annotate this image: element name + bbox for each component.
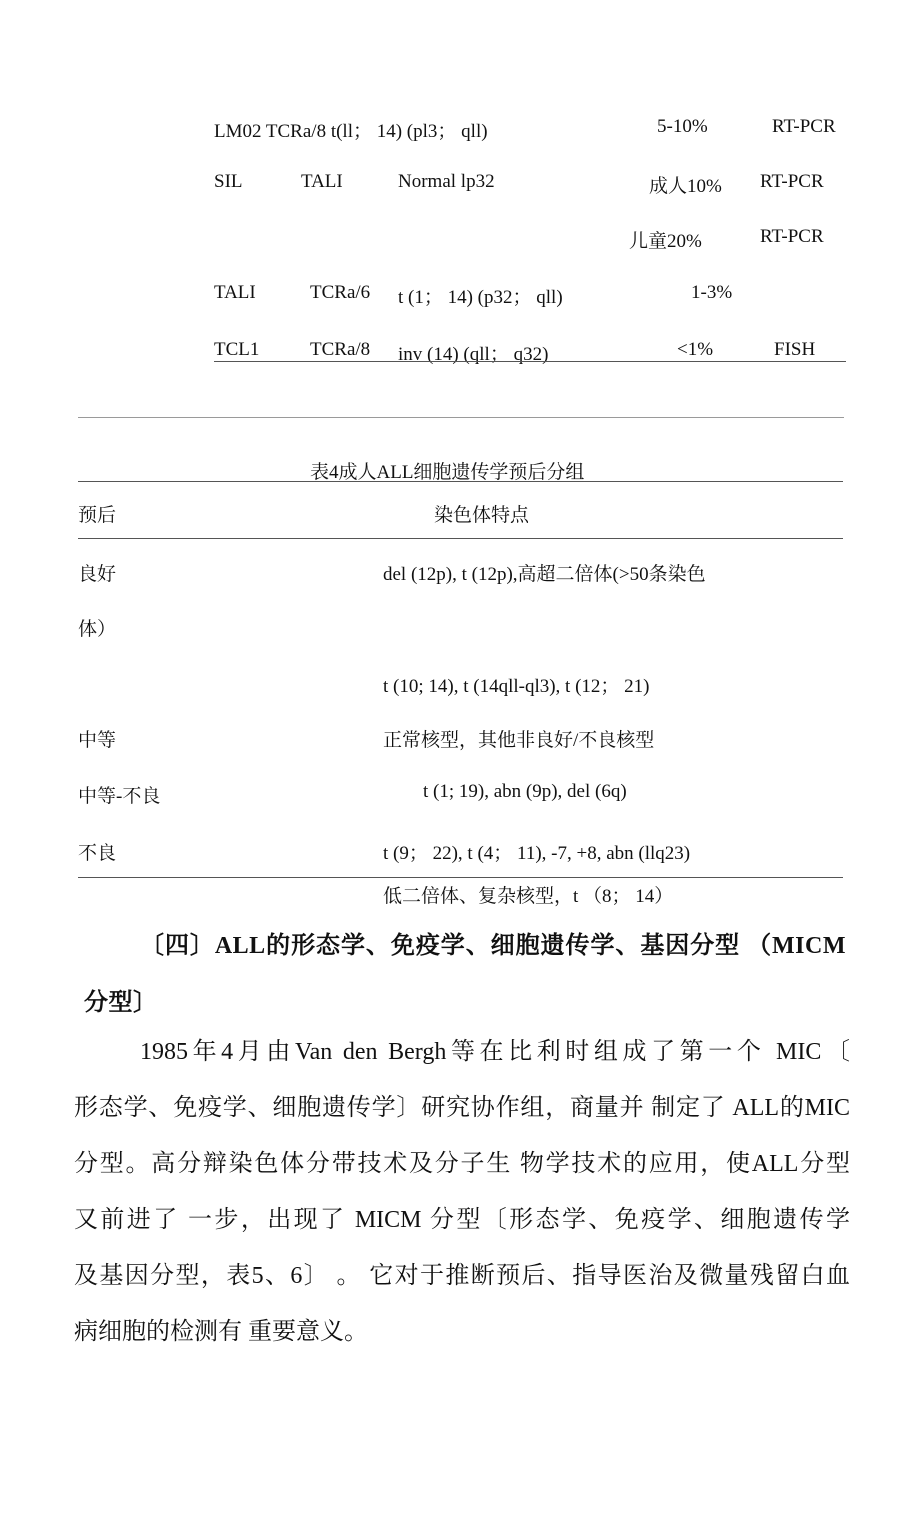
table3-frequency: 成人10%	[649, 176, 722, 197]
table3-cell: SIL	[214, 171, 243, 192]
table4-bottom-rule	[78, 877, 843, 878]
table3-frequency: 1-3%	[691, 282, 733, 303]
table4-features: t (1; 19), abn (9p), del (6q)	[423, 781, 627, 802]
table4-prognosis: 中等-不良	[78, 786, 161, 807]
table3-method: RT-PCR	[760, 171, 824, 192]
table3-cell: TALI	[214, 282, 256, 303]
table4-features: 正常核型，其他非良好/不良核型	[383, 730, 655, 751]
table4-prognosis: 不良	[78, 843, 117, 864]
section-heading-line-1: 〔四〕ALL的形态学、免疫学、细胞遗传学、基因分型 （MICM	[140, 933, 846, 959]
table3-cell: TCRa/8	[310, 339, 371, 360]
table4-prognosis: 中等	[78, 730, 117, 751]
paragraph-line: 1985年4月由Van den Bergh等在比利时组成了第一个 MIC〔	[140, 1039, 850, 1065]
table4-header-features: 染色体特点	[434, 505, 530, 526]
table3-frequency: 儿童20%	[629, 231, 702, 252]
table3-cell: LM02 TCRa/8 t(ll； 14) (pl3； qll)	[214, 121, 488, 142]
section-heading-line-2: 分型〕	[84, 990, 158, 1016]
paragraph-line: 形态学、免疫学、细胞遗传学〕研究协作组，商量并 制定了 ALL的MIC	[74, 1095, 850, 1121]
table3-bottom-rule	[214, 361, 846, 362]
table3-cell: Normal lp32	[398, 171, 495, 192]
table4-header-prognosis: 预后	[78, 505, 117, 526]
table4-prognosis: 良好	[78, 564, 117, 585]
table3-frequency: 5-10%	[657, 116, 708, 137]
table3-cell: inv (14) (qll； q32)	[398, 344, 549, 365]
paragraph-line: 及基因分型，表5、6〕 。 它对于推断预后、指导医治及微量残留白血	[74, 1263, 850, 1289]
separator-rule	[78, 417, 844, 418]
table3-method: RT-PCR	[760, 226, 824, 247]
table4-features: t (9； 22), t (4； 11), -7, +8, abn (llq23)	[383, 843, 691, 864]
table3-frequency: <1%	[677, 339, 714, 360]
paragraph-line: 分型。高分辩染色体分带技术及分子生 物学技术的应用，使ALL分型	[74, 1151, 850, 1177]
table3-cell: TCL1	[214, 339, 260, 360]
table4-features: t (10; 14), t (14qll-ql3), t (12； 21)	[383, 676, 650, 697]
table3-method: RT-PCR	[772, 116, 836, 137]
table4-title: 表4成人ALL细胞遗传学预后分组	[310, 462, 585, 483]
table4-top-rule	[78, 481, 843, 482]
table4-features: del (12p), t (12p),高超二倍体(>50条染色	[383, 564, 706, 585]
paragraph-line: 又前进了 一步，出现了 MICM 分型〔形态学、免疫学、细胞遗传学	[74, 1207, 850, 1233]
table4-header-rule	[78, 538, 843, 539]
table3-cell: t (1； 14) (p32； qll)	[398, 287, 563, 308]
table3-cell: TALI	[301, 171, 343, 192]
table4-footer: 低二倍体、复杂核型，t （8； 14）	[383, 886, 674, 907]
paragraph-line: 病细胞的检测有 重要意义。	[74, 1319, 368, 1345]
table3-method: FISH	[774, 339, 816, 360]
body-paragraph	[74, 1024, 850, 1360]
table4-prognosis: 体）	[78, 619, 117, 640]
table3-cell: TCRa/6	[310, 282, 371, 303]
